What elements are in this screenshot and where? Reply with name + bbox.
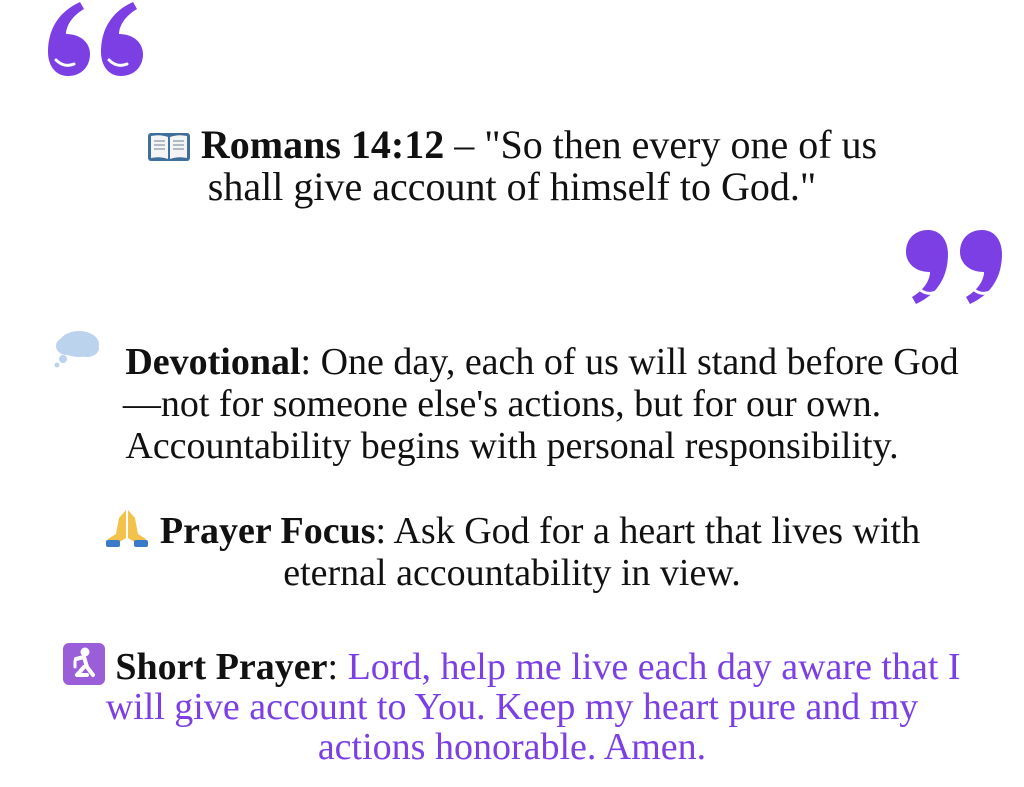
- verse-reference: Romans 14:12: [200, 122, 445, 167]
- prayer-focus-text-1: Ask God for a heart that lives with: [386, 510, 921, 552]
- devotional-block: [0, 328, 1024, 467]
- devotional-colon: :: [300, 341, 312, 383]
- close-quote-icon: [906, 226, 1004, 304]
- verse-text-2: shall give account of himself to God.": [207, 164, 817, 209]
- verse-separator: –: [444, 122, 485, 167]
- devotional-text-3: Accountability begins with personal responsibility.: [125, 425, 899, 467]
- kneeling-person-icon: [63, 643, 105, 685]
- short-prayer-label: Short Prayer: [115, 646, 328, 688]
- short-prayer-line-1: [0, 643, 1024, 687]
- prayer-focus-text-2: eternal accountability in view.: [283, 552, 741, 594]
- devotional-line-1: [0, 328, 1024, 383]
- thought-bubble-icon: [53, 328, 101, 368]
- short-prayer-text-1: Lord, help me live each day aware that I: [338, 646, 961, 688]
- verse-text-1: "So then every one of us: [484, 122, 878, 167]
- prayer-focus-colon: :: [375, 510, 387, 552]
- prayer-focus-line-1: [0, 508, 1024, 552]
- short-prayer-block: [0, 643, 1024, 767]
- prayer-focus-label: Prayer Focus: [159, 510, 376, 552]
- open-quote-icon: [46, 2, 144, 76]
- prayer-focus-block: [0, 508, 1024, 594]
- praying-hands-icon: [104, 508, 150, 548]
- short-prayer-text-2: will give account to You. Keep my heart pure and my: [105, 686, 919, 728]
- devotional-text-1: One day, each of us will stand before God: [311, 341, 959, 383]
- devotional-label: Devotional: [125, 341, 301, 383]
- verse-line-1: [0, 124, 1024, 166]
- short-prayer-text-3: actions honorable. Amen.: [317, 726, 707, 768]
- open-book-icon: [147, 131, 191, 163]
- devotional-text-2: —not for someone else's actions, but for our own.: [122, 383, 882, 425]
- short-prayer-colon: :: [327, 646, 339, 688]
- verse-block: [0, 124, 1024, 208]
